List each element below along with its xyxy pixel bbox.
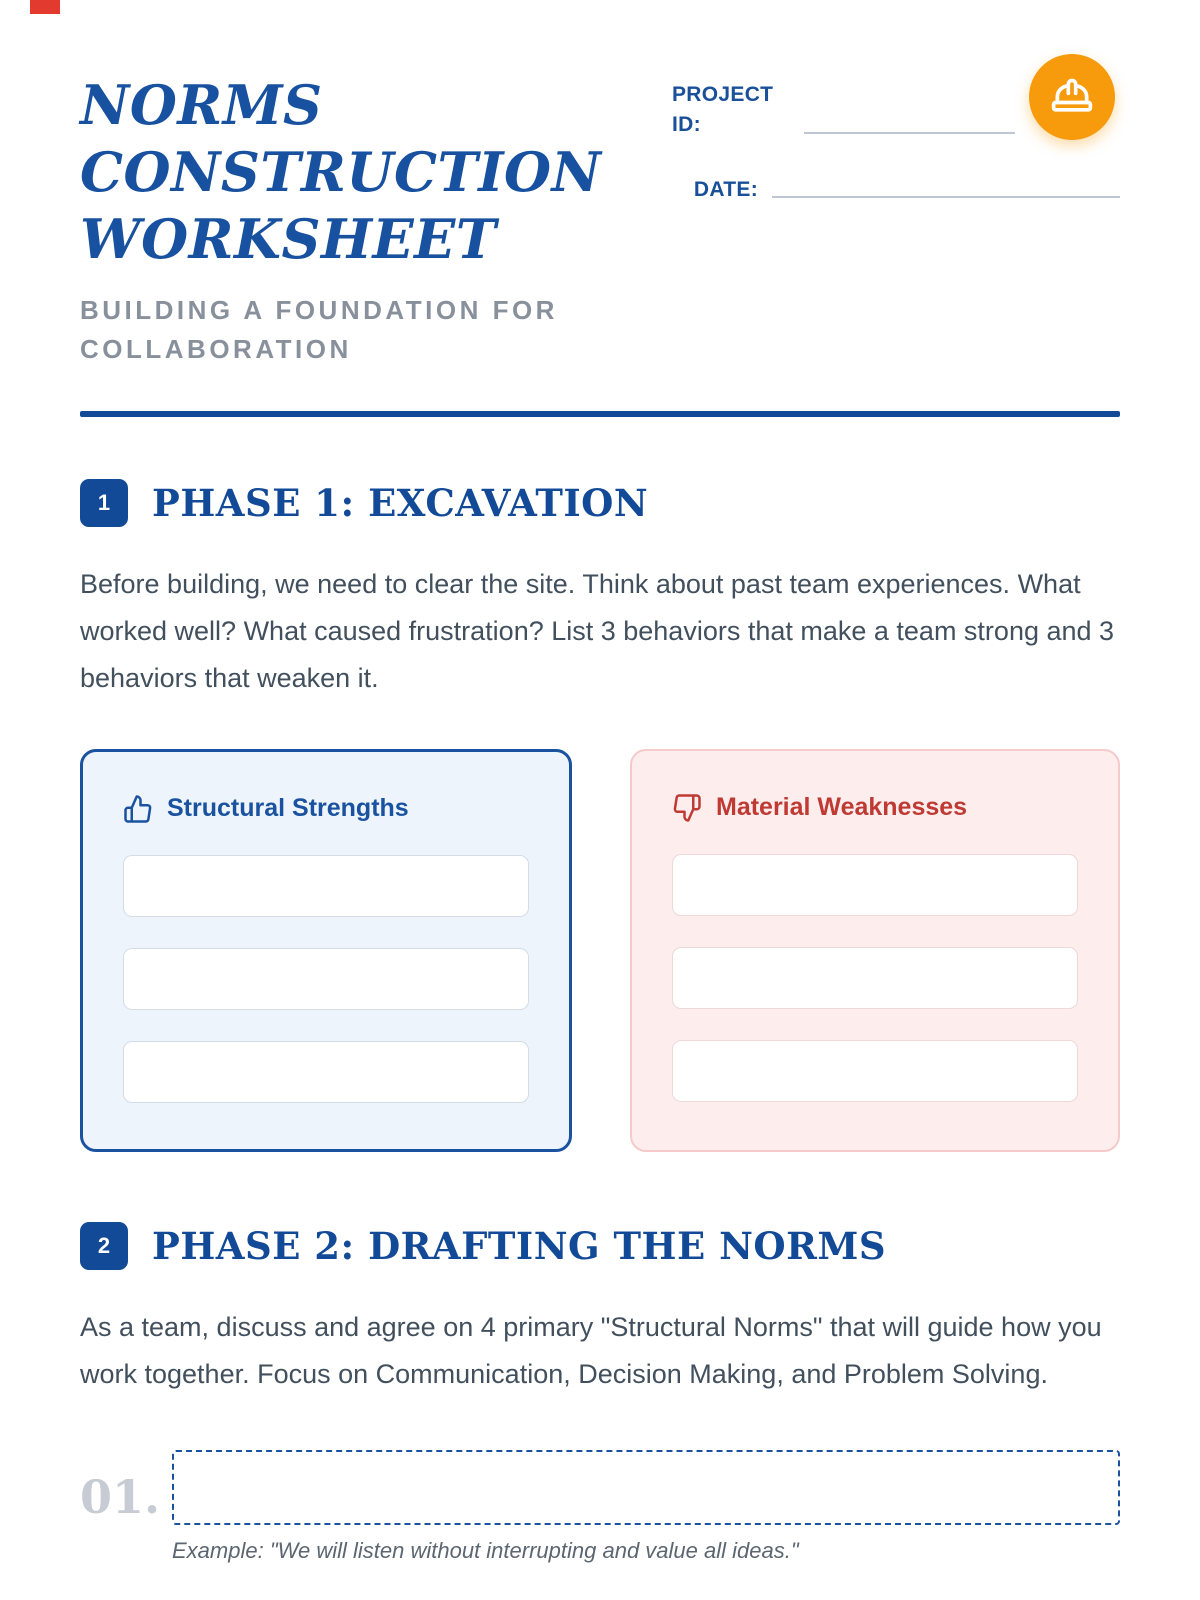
title-block — [80, 72, 640, 369]
page-title-line-3: WORKSHEET — [80, 206, 497, 271]
weakness-input-1[interactable] — [672, 854, 1078, 916]
project-id-line[interactable] — [804, 132, 1015, 134]
header — [80, 72, 1120, 369]
weaknesses-header — [672, 793, 1078, 823]
norm-example-1: Example: "We will listen without interrupting and value all ideas." — [172, 1538, 799, 1564]
date-field-row — [672, 175, 1120, 205]
phase2-heading-row — [80, 1222, 1120, 1270]
phase2-description: As a team, discuss and agree on 4 primary "Structural Norms" that will guide how you work together. Focus on Communication, Decision Making, and Problem Solving. — [80, 1311, 1102, 1389]
strengths-box — [80, 749, 572, 1152]
phase1-number-badge: 1 — [80, 479, 128, 527]
weaknesses-box — [630, 749, 1120, 1152]
phase1-description: Before building, we need to clear the site. Think about past team experiences. What worked well? What caused frustration? List 3 behaviors that make a team strong and 3 behaviors that weaken it. — [80, 568, 1115, 694]
strength-input-3[interactable] — [123, 1041, 529, 1103]
phase1-heading-row — [80, 479, 1120, 527]
strength-input-1[interactable] — [123, 855, 529, 917]
project-id-label: PROJECT ID: — [672, 83, 774, 137]
strength-input-2[interactable] — [123, 948, 529, 1010]
phase2-number-badge: 2 — [80, 1222, 128, 1270]
weaknesses-label: Material Weaknesses — [716, 793, 968, 822]
phase1-title: PHASE 1: EXCAVATION — [152, 480, 649, 525]
strengths-header — [123, 794, 529, 824]
page-title-line-1: NORMS — [80, 73, 323, 137]
norm-item-1 — [80, 1450, 1120, 1564]
header-divider — [80, 411, 1120, 417]
thumbs-up-icon — [123, 794, 153, 824]
thumbs-down-icon — [672, 793, 702, 823]
page-title-line-2: CONSTRUCTION — [80, 139, 602, 204]
hard-hat-icon — [1050, 75, 1094, 119]
top-edge-mark — [30, 0, 60, 14]
norm-item-1-entry — [172, 1450, 1120, 1564]
date-line[interactable] — [772, 196, 1120, 198]
norm-item-1-number: 01. — [80, 1470, 161, 1525]
phase2-title: PHASE 2: DRAFTING THE NORMS — [152, 1223, 887, 1268]
hard-hat-badge — [1029, 54, 1115, 140]
norm-input-1[interactable] — [172, 1450, 1120, 1525]
strengths-label: Structural Strengths — [167, 794, 409, 823]
phase1-boxes — [80, 749, 1120, 1152]
weakness-input-2[interactable] — [672, 947, 1078, 1009]
page-subtitle: BUILDING A FOUNDATION FOR COLLABORATION — [80, 294, 558, 364]
page-title — [80, 72, 640, 273]
date-label: DATE: — [693, 177, 758, 201]
weakness-input-3[interactable] — [672, 1040, 1078, 1102]
